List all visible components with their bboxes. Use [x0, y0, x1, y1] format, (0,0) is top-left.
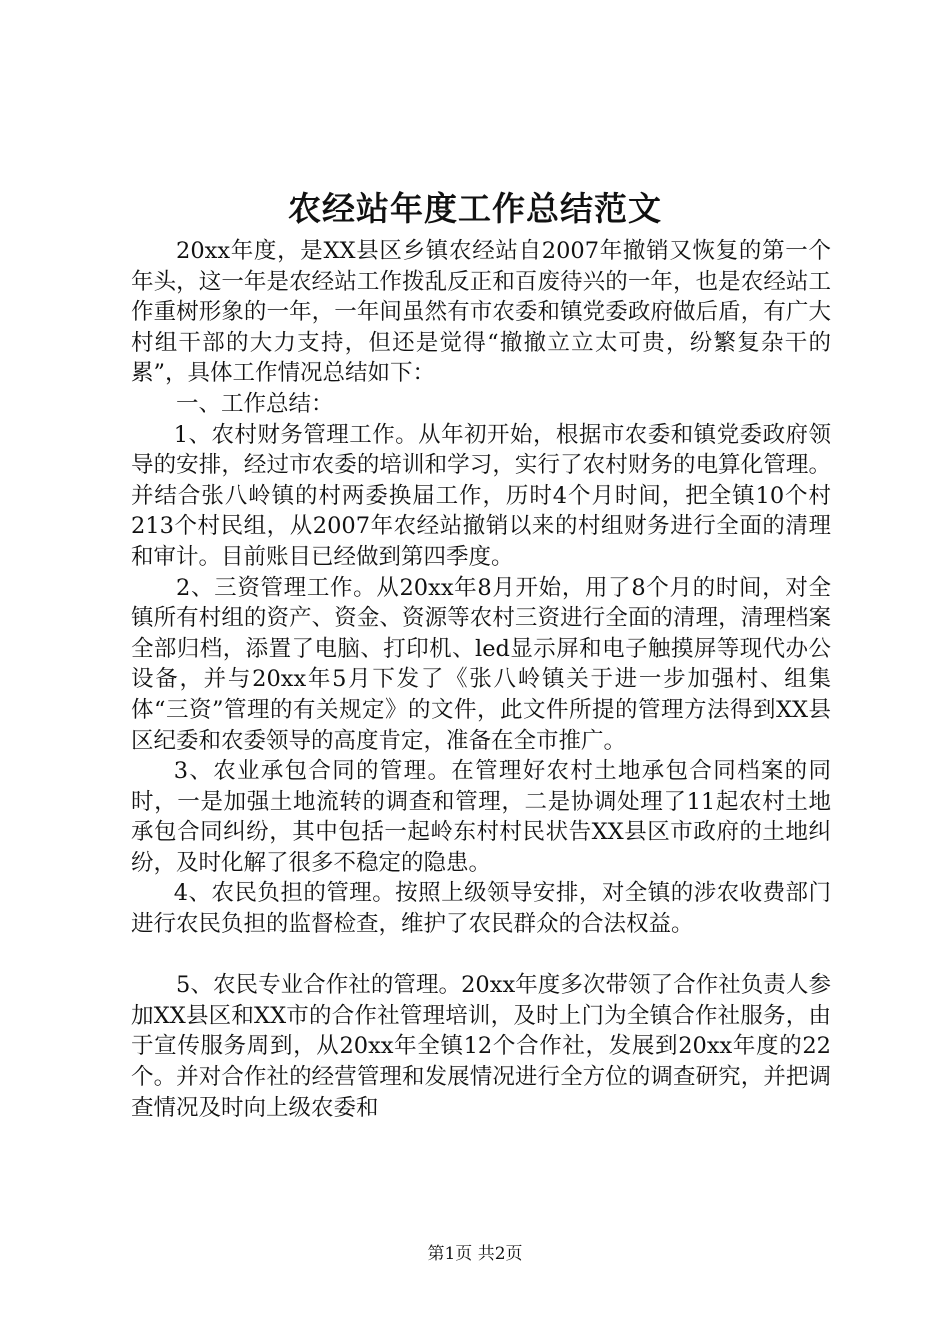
section-heading: 一、工作总结：: [176, 390, 334, 417]
document-body: [131, 236, 831, 1123]
paragraph-finance: 1、农村财务管理工作。从年初开始，根据市农委和镇党委政府领导的安排，经过市农委的培训和学习，实行了农村财务的电算化管理。并结合张八岭镇的村两委换届工作，历时4个月时间，把全镇10个村213个村民组，从2007年农经站撤销以来的村组财务进行全面的清理和审计。目前账目已经做到第四季度。: [131, 421, 831, 570]
paragraph-three-assets: 2、三资管理工作。从20xx年8月开始，用了8个月的时间，对全镇所有村组的资产、资金、资源等农村三资进行全面的清理，清理档案全部归档，添置了电脑、打印机、led显示屏和电子触摸屏等现代办公设备，并与20xx年5月下发了《张八岭镇关于进一步加强村、组集体“三资”管理的有关规定》的文件，此文件所提的管理方法得到XX县区纪委和农委领导的高度肯定，准备在全市推广。: [131, 574, 831, 754]
paragraph-contracts: 3、农业承包合同的管理。在管理好农村土地承包合同档案的同时，一是加强土地流转的调查和管理，二是协调处理了11起农村土地承包合同纠纷，其中包括一起岭东村村民状告XX县区市政府的土地纠纷，及时化解了很多不稳定的隐患。: [131, 758, 831, 876]
paragraph-cooperatives: 5、农民专业合作社的管理。20xx年度多次带领了合作社负责人参加XX县区和XX市的合作社管理培训，及时上门为全镇合作社服务，由于宣传服务周到，从20xx年全镇12个合作社，发展到20xx年度的22个。并对合作社的经营管理和发展情况进行全方位的调查研究，并把调查情况及时向上级农委和: [131, 972, 831, 1121]
paragraph-farmer-burden: 4、农民负担的管理。按照上级领导安排，对全镇的涉农收费部门进行农民负担的监督检查，维护了农民群众的合法权益。: [131, 880, 831, 938]
document-title: 农经站年度工作总结范文: [288, 189, 662, 228]
page-number-footer: 第1页 共2页: [427, 1244, 523, 1264]
intro-paragraph: 20xx年度，是XX县区乡镇农经站自2007年撤销又恢复的第一个年头，这一年是农经站工作拨乱反正和百废待兴的一年，也是农经站工作重树形象的一年，一年间虽然有市农委和镇党委政府做后盾，有广大村组干部的大力支持，但还是觉得“撤撤立立太可贵，纷繁复杂干的累”，具体工作情况总结如下：: [131, 238, 831, 387]
paragraph-gap: [131, 940, 831, 971]
